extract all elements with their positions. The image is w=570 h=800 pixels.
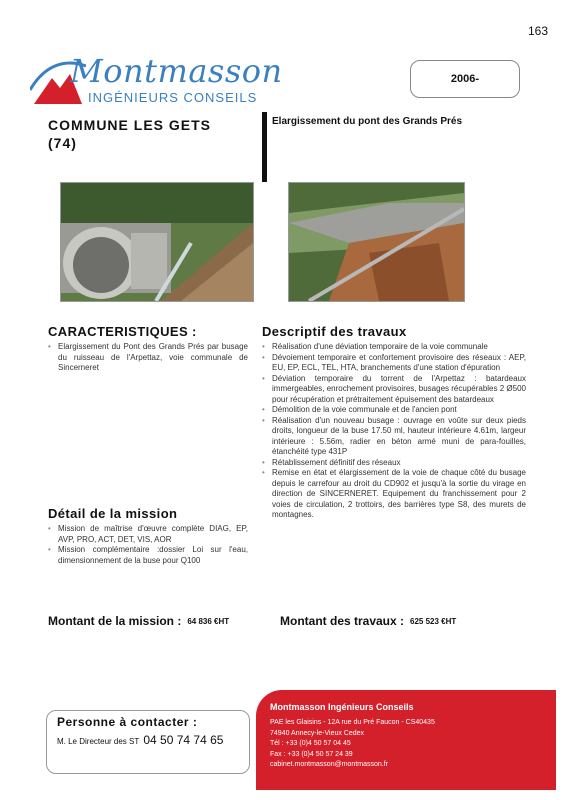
year-text: 2006-	[450, 73, 480, 85]
list-item: • Démolition de la voie communale et de l'ancien pont	[262, 405, 526, 416]
footer-address	[270, 718, 435, 771]
contact-heading: Personne à contacter :	[57, 715, 198, 729]
commune-name: COMMUNE LES GETS	[48, 117, 212, 133]
photo-culvert	[60, 182, 254, 302]
footer-email[interactable]: cabinet.montmasson@montmasson.fr	[270, 761, 388, 768]
list-item: • Déviation temporaire du torrent de l'Arpettaz : batardeaux immergeables, enrochement provisoires, busages récupérables 2 Ø500 pour récupération et prétraitement épuisement des batardeaux	[262, 374, 526, 406]
logo-wordmark: Montmasson	[70, 52, 283, 90]
works-amount-value: 625 523 €HT	[410, 617, 457, 626]
contact-name: M. Le Directeur des ST	[57, 737, 140, 746]
caracteristiques-heading: CARACTERISTIQUES :	[48, 324, 197, 339]
project-title: Elargissement du pont des Grands Prés	[272, 116, 463, 127]
list-item: • Mission complémentaire :dossier Loi sur l'eau, dimensionnement de la buse pour Q100	[48, 545, 248, 566]
commune-title	[48, 116, 248, 152]
descriptif-heading: Descriptif des travaux	[262, 324, 407, 339]
list-item: • Réalisation d'une déviation temporaire de la voie communale	[262, 342, 526, 353]
project-title-bar	[262, 112, 267, 182]
footer-tel: Tél : +33 (0)4 50 57 04 45	[270, 740, 351, 747]
mission-amount-value: 64 836 €HT	[187, 617, 230, 626]
commune-department: (74)	[48, 135, 77, 151]
footer-fax: Fax : +33 (0)4 50 57 24 39	[270, 750, 353, 758]
mission-heading: Détail de la mission	[48, 506, 178, 521]
caracteristiques-list	[48, 342, 248, 374]
photo-excavation	[288, 182, 465, 302]
mission-amount-label: Montant de la mission :	[48, 614, 182, 628]
works-amount	[280, 614, 456, 628]
works-amount-label: Montant des travaux :	[280, 614, 405, 628]
year-badge	[410, 60, 520, 98]
company-logo	[30, 52, 283, 110]
mission-list	[48, 524, 248, 566]
page-number: 163	[527, 24, 548, 38]
list-item: • Dévoiement temporaire et confortement provisoire des réseaux : AEP, EU, EP, ECL, TEL, HTA, branchements d'une station d'épuration	[262, 353, 526, 374]
logo-tagline: INGÉNIEURS CONSEILS	[88, 90, 258, 105]
footer-address-line2: 74940 Annecy-le-Vieux Cedex	[270, 729, 365, 737]
list-item: • Réalisation d'un nouveau busage : ouvrage en voûte sur deux pieds droits, longueur de la buse 17.50 ml, hauteur intérieure 4.61m, largeur intérieure : 5.56m, radier en béton armé muni de para-fouilles, étanchéité type 431P	[262, 416, 526, 458]
footer-company: Montmasson Ingénieurs Conseils	[270, 702, 414, 712]
list-item: • Mission de maîtrise d'œuvre complète DIAG, EP, AVP, PRO, ACT, DET, VIS, AOR	[48, 524, 248, 545]
contact-person	[57, 733, 223, 747]
list-item: • Remise en état et élargissement de la voie de chaque côté du busage depuis le carrefour au droit du CD902 et jusqu'à la sortie du virage en direction de SINCERNERET. Equipement du franchissement pour 2 voies de circulation, 2 trottoirs, des barrières type S8, des murets de montagnes.	[262, 468, 526, 521]
contact-phone: 04 50 74 74 65	[143, 733, 224, 747]
list-item: • Elargissement du Pont des Grands Prés par busage du ruisseau de l'Arpettaz, voie communale de Sincerneret	[48, 342, 248, 374]
mission-amount	[48, 614, 229, 628]
footer-contact-block	[256, 690, 556, 790]
footer-address-line1: PAE les Glaisins - 12A rue du Pré Faucon - CS40435	[270, 719, 435, 726]
list-item: • Rétablissement définitif des réseaux	[262, 458, 526, 469]
contact-box	[46, 710, 250, 774]
descriptif-list	[262, 342, 526, 521]
